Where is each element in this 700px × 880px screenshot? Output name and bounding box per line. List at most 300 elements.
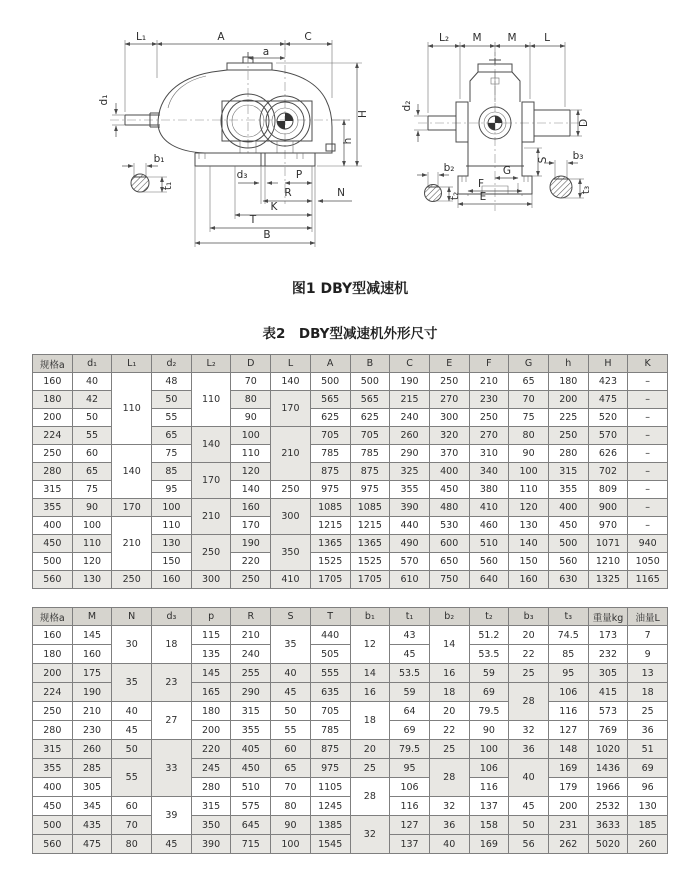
table-cell: 56	[509, 835, 549, 854]
table-cell: 305	[72, 778, 112, 797]
table-cell: 51	[628, 740, 668, 759]
column-header: E	[429, 355, 469, 373]
table-cell: 110	[72, 535, 112, 553]
table-cell: 345	[72, 797, 112, 816]
table-cell: 260	[628, 835, 668, 854]
table-cell: 69	[469, 683, 509, 702]
table-cell: 120	[72, 553, 112, 571]
table-cell: 626	[588, 445, 628, 463]
table-cell: 1085	[350, 499, 390, 517]
dim-label-h: h	[342, 137, 354, 145]
column-header: 油量L	[628, 608, 668, 626]
dim-label-G: G	[502, 165, 512, 177]
table-cell: 55	[112, 759, 152, 797]
table-cell: 173	[588, 626, 628, 645]
table-cell: 1020	[588, 740, 628, 759]
table-cell: 785	[350, 445, 390, 463]
table-cell: 225	[548, 409, 588, 427]
table-cell: 53.5	[469, 645, 509, 664]
table-cell: 224	[33, 427, 73, 445]
table-cell: 450	[429, 481, 469, 499]
table-cell: 1525	[350, 553, 390, 571]
table-cell: 45	[509, 797, 549, 816]
header-row	[33, 355, 668, 373]
table-cell: 40	[72, 373, 112, 391]
table-cell: –	[628, 409, 668, 427]
table-cell: 1050	[628, 553, 668, 571]
table-cell: 150	[152, 553, 192, 571]
header-row	[33, 608, 668, 626]
column-header: R	[231, 608, 271, 626]
table-cell: –	[628, 427, 668, 445]
table-cell: 28	[509, 683, 549, 721]
column-header: M	[72, 608, 112, 626]
table-cell: 130	[509, 517, 549, 535]
table-cell: 100	[231, 427, 271, 445]
table2	[32, 607, 668, 854]
table-cell: 80	[231, 391, 271, 409]
table-cell: –	[628, 391, 668, 409]
table-cell: 250	[429, 373, 469, 391]
column-header: t₂	[469, 608, 509, 626]
table-cell: 90	[509, 445, 549, 463]
table-cell: 59	[390, 683, 430, 702]
table-row	[33, 499, 668, 517]
table-cell: 95	[548, 664, 588, 683]
table-cell: 20	[350, 740, 390, 759]
table-cell: 400	[548, 499, 588, 517]
column-header: C	[390, 355, 430, 373]
table-cell: 140	[231, 481, 271, 499]
table-cell: 500	[310, 373, 350, 391]
table-cell: 180	[33, 391, 73, 409]
dim-label-a: a	[262, 46, 270, 58]
table-cell: 500	[33, 553, 73, 571]
table-cell: 250	[112, 571, 152, 589]
table-cell: 340	[469, 463, 509, 481]
table-cell: 18	[350, 702, 390, 740]
table-cell: 315	[548, 463, 588, 481]
table-cell: 140	[112, 445, 152, 499]
column-header: L₂	[191, 355, 231, 373]
table1	[32, 354, 668, 589]
table-cell: 600	[429, 535, 469, 553]
table-cell: 250	[231, 571, 271, 589]
table-cell: 305	[588, 664, 628, 683]
table-cell: 18	[152, 626, 192, 664]
table-cell: 380	[469, 481, 509, 499]
column-header: d₂	[152, 355, 192, 373]
table-cell: 625	[310, 409, 350, 427]
table-cell: 280	[33, 721, 73, 740]
table-row	[33, 740, 668, 759]
column-header: H	[588, 355, 628, 373]
table-cell: 520	[588, 409, 628, 427]
table-cell: 900	[588, 499, 628, 517]
table-cell: 1215	[350, 517, 390, 535]
dim-label-d3: d₃	[236, 169, 248, 181]
table-cell: 80	[271, 797, 311, 816]
table-cell: 1966	[588, 778, 628, 797]
table-cell: 250	[33, 445, 73, 463]
table-cell: 1245	[310, 797, 350, 816]
figure-caption: 图1 DBY型减速机	[291, 281, 409, 297]
table-cell: 90	[271, 816, 311, 835]
table-cell: 750	[429, 571, 469, 589]
table-cell: 715	[231, 835, 271, 854]
table-cell: 390	[191, 835, 231, 854]
column-header: K	[628, 355, 668, 373]
table-cell: 110	[112, 373, 152, 445]
table-cell: 475	[588, 391, 628, 409]
table-cell: 280	[548, 445, 588, 463]
table-cell: 400	[33, 517, 73, 535]
table-cell: 90	[72, 499, 112, 517]
table-cell: 450	[231, 759, 271, 778]
table-cell: 570	[588, 427, 628, 445]
table-cell: 200	[548, 797, 588, 816]
table-cell: 140	[191, 427, 231, 463]
key-section-b2-t2	[417, 162, 461, 202]
table-cell: 45	[112, 721, 152, 740]
column-header: b₂	[429, 608, 469, 626]
table-cell: 175	[72, 664, 112, 683]
table-cell: 14	[350, 664, 390, 683]
column-header: b₁	[350, 608, 390, 626]
table-row	[33, 664, 668, 683]
column-header: A	[310, 355, 350, 373]
table-cell: 179	[548, 778, 588, 797]
table-cell: 116	[469, 778, 509, 797]
table-cell: 16	[350, 683, 390, 702]
table-cell: 560	[33, 835, 73, 854]
table-cell: 69	[390, 721, 430, 740]
dim-label-K: K	[270, 201, 278, 213]
table-cell: 560	[33, 571, 73, 589]
table-cell: 170	[231, 517, 271, 535]
table-cell: 260	[72, 740, 112, 759]
table-cell: 315	[33, 740, 73, 759]
column-header: D	[231, 355, 271, 373]
table-cell: 240	[231, 645, 271, 664]
table-cell: 137	[469, 797, 509, 816]
table-cell: 35	[112, 664, 152, 702]
table-cell: 290	[390, 445, 430, 463]
table-cell: 702	[588, 463, 628, 481]
table-cell: 315	[231, 702, 271, 721]
table-cell: 630	[548, 571, 588, 589]
table-cell: 60	[72, 445, 112, 463]
table-cell: 1210	[588, 553, 628, 571]
table-cell: 16	[429, 664, 469, 683]
table-cell: 116	[548, 702, 588, 721]
table-cell: 769	[588, 721, 628, 740]
table-cell: 300	[191, 571, 231, 589]
table-cell: 490	[390, 535, 430, 553]
table-cell: 40	[429, 835, 469, 854]
table-cell: 650	[429, 553, 469, 571]
table-cell: 90	[469, 721, 509, 740]
table-cell: 39	[152, 797, 192, 835]
table-cell: 1436	[588, 759, 628, 778]
table-cell: 165	[191, 683, 231, 702]
dim-d1	[98, 95, 125, 137]
column-header: N	[112, 608, 152, 626]
table-cell: 130	[72, 571, 112, 589]
table-cell: 1071	[588, 535, 628, 553]
dim-label-t3: t₃	[580, 185, 592, 195]
table-cell: 59	[469, 664, 509, 683]
dim-label-d2: d₂	[401, 100, 413, 112]
table-cell: 250	[469, 409, 509, 427]
table-cell: 645	[231, 816, 271, 835]
table-cell: 60	[112, 797, 152, 816]
dim-label-d1: d₁	[98, 94, 110, 106]
table-cell: 370	[429, 445, 469, 463]
table-title: 表2 DBY型减速机外形尺寸	[262, 326, 438, 342]
table-cell: 240	[390, 409, 430, 427]
table-cell: 140	[509, 535, 549, 553]
table-cell: 170	[271, 391, 311, 427]
table-cell: 18	[429, 683, 469, 702]
table-cell: 450	[548, 517, 588, 535]
table-cell: 32	[509, 721, 549, 740]
table-cell: 530	[429, 517, 469, 535]
table-cell: 2532	[588, 797, 628, 816]
table-cell: 180	[548, 373, 588, 391]
table-cell: 40	[112, 702, 152, 721]
table-cell: 460	[469, 517, 509, 535]
table-cell: 500	[33, 816, 73, 835]
table-cell: –	[628, 517, 668, 535]
dim-label-T: T	[249, 214, 257, 226]
table-cell: 69	[628, 759, 668, 778]
table-cell: 575	[231, 797, 271, 816]
dim-label-A: A	[217, 31, 225, 43]
table-cell: 25	[509, 664, 549, 683]
table-cell: 110	[152, 517, 192, 535]
dim-label-L1: L₁	[135, 31, 147, 43]
table-cell: 570	[390, 553, 430, 571]
table-cell: 25	[350, 759, 390, 778]
table-cell: 32	[429, 797, 469, 816]
dim-label-b1: b₁	[153, 153, 165, 165]
table-cell: 40	[509, 759, 549, 797]
table-cell: 170	[112, 499, 152, 517]
table-cell: 40	[271, 664, 311, 683]
table-cell: 1385	[310, 816, 350, 835]
table-cell: 106	[390, 778, 430, 797]
table-cell: 50	[112, 740, 152, 759]
table-cell: 415	[588, 683, 628, 702]
column-header: t₁	[390, 608, 430, 626]
table-cell: 28	[350, 778, 390, 816]
table-cell: 85	[548, 645, 588, 664]
column-header: d₁	[72, 355, 112, 373]
dim-label-M: M	[472, 32, 482, 44]
table-cell: 300	[271, 499, 311, 535]
column-header: t₃	[548, 608, 588, 626]
table-cell: 410	[469, 499, 509, 517]
housing-outline	[158, 52, 332, 153]
table-row	[33, 373, 668, 391]
table-cell: 18	[628, 683, 668, 702]
end-view	[401, 32, 592, 211]
table-cell: 232	[588, 645, 628, 664]
dim-S	[524, 148, 549, 176]
table-cell: 42	[72, 391, 112, 409]
table-cell: 127	[390, 816, 430, 835]
table-cell: 158	[469, 816, 509, 835]
table-cell: 200	[191, 721, 231, 740]
table-cell: 180	[33, 645, 73, 664]
table-cell: 285	[72, 759, 112, 778]
table-cell: 95	[390, 759, 430, 778]
table-cell: 410	[271, 571, 311, 589]
table-cell: –	[628, 481, 668, 499]
table-cell: 555	[310, 664, 350, 683]
table-cell: 65	[152, 427, 192, 445]
table-cell: 875	[310, 463, 350, 481]
table-cell: 100	[271, 835, 311, 854]
table-cell: 50	[271, 702, 311, 721]
table-cell: 5020	[588, 835, 628, 854]
dim-label-C: C	[304, 31, 312, 43]
table-cell: 510	[231, 778, 271, 797]
table-cell: 30	[112, 626, 152, 664]
table-cell: 270	[469, 427, 509, 445]
table-cell: 500	[350, 373, 390, 391]
table-cell: 975	[310, 759, 350, 778]
table-cell: 300	[429, 409, 469, 427]
dim-label-R: R	[284, 187, 292, 199]
dim-label-B: B	[263, 229, 271, 241]
table-cell: 1105	[310, 778, 350, 797]
table-cell: 390	[390, 499, 430, 517]
table-cell: 262	[548, 835, 588, 854]
table-cell: 975	[350, 481, 390, 499]
table-cell: 450	[33, 535, 73, 553]
table-cell: 450	[33, 797, 73, 816]
table-cell: 355	[33, 499, 73, 517]
table-cell: 160	[231, 499, 271, 517]
table-cell: 190	[231, 535, 271, 553]
key-section-b1-t1	[122, 153, 174, 192]
table-cell: –	[628, 463, 668, 481]
table-cell: 400	[33, 778, 73, 797]
table-cell: 135	[191, 645, 231, 664]
dim-label-M2: M	[507, 32, 517, 44]
table-cell: 440	[390, 517, 430, 535]
table-cell: 50	[152, 391, 192, 409]
table-cell: 290	[231, 683, 271, 702]
table-cell: 785	[310, 721, 350, 740]
table-cell: 70	[112, 816, 152, 835]
table-cell: 1545	[310, 835, 350, 854]
table-cell: 110	[231, 445, 271, 463]
table-cell: 231	[548, 816, 588, 835]
table-cell: 23	[152, 664, 192, 702]
table-cell: 169	[548, 759, 588, 778]
table-cell: 75	[509, 409, 549, 427]
dim-label-D: D	[578, 118, 590, 128]
table-cell: 210	[191, 499, 231, 535]
table-cell: 440	[310, 626, 350, 645]
dim-label-N: N	[337, 187, 345, 199]
table-cell: 79.5	[469, 702, 509, 721]
column-header: B	[350, 355, 390, 373]
table-cell: 565	[310, 391, 350, 409]
table-cell: 185	[628, 816, 668, 835]
table-cell: 250	[271, 481, 311, 499]
table-cell: 315	[191, 797, 231, 816]
table-cell: 475	[72, 835, 112, 854]
table-cell: 560	[469, 553, 509, 571]
table-cell: 610	[390, 571, 430, 589]
table-cell: 423	[588, 373, 628, 391]
table-cell: 280	[33, 463, 73, 481]
table-cell: 160	[152, 571, 192, 589]
dim-label-t2: t₂	[449, 191, 461, 201]
table-cell: 350	[271, 535, 311, 571]
table-cell: 160	[72, 645, 112, 664]
table-cell: 100	[152, 499, 192, 517]
table-row	[33, 445, 668, 463]
table-row	[33, 626, 668, 645]
table-cell: 355	[548, 481, 588, 499]
table-cell: 36	[628, 721, 668, 740]
key-section-b3-t3	[544, 150, 592, 198]
table-cell: 148	[548, 740, 588, 759]
column-header: L	[271, 355, 311, 373]
table-cell: 510	[469, 535, 509, 553]
table-cell: 640	[469, 571, 509, 589]
dim-label-H: H	[357, 110, 369, 118]
table-cell: 435	[72, 816, 112, 835]
table-cell: 505	[310, 645, 350, 664]
table-cell: 210	[231, 626, 271, 645]
table-cell: 32	[350, 816, 390, 854]
bearing-bores	[221, 94, 312, 153]
table-cell: 25	[429, 740, 469, 759]
table-cell: 210	[112, 517, 152, 571]
table-cell: 14	[429, 626, 469, 664]
table-cell: 13	[628, 664, 668, 683]
table-cell: 53.5	[390, 664, 430, 683]
table-cell: 43	[390, 626, 430, 645]
table-cell: 635	[310, 683, 350, 702]
table-cell: 190	[390, 373, 430, 391]
table-cell: 95	[152, 481, 192, 499]
table-cell: 50	[509, 816, 549, 835]
table-cell: 130	[628, 797, 668, 816]
table-cell: 74.5	[548, 626, 588, 645]
column-header: 规格a	[33, 355, 73, 373]
table-cell: 33	[152, 740, 192, 797]
table-cell: 9	[628, 645, 668, 664]
table-cell: 120	[231, 463, 271, 481]
table-cell: 106	[469, 759, 509, 778]
table-cell: 140	[271, 373, 311, 391]
column-header: 规格a	[33, 608, 73, 626]
dim-label-F: F	[477, 178, 485, 190]
table-cell: 100	[509, 463, 549, 481]
table-row	[33, 517, 668, 535]
column-header: d₃	[152, 608, 192, 626]
table-cell: 210	[271, 427, 311, 481]
column-header: b₃	[509, 608, 549, 626]
table-cell: 940	[628, 535, 668, 553]
